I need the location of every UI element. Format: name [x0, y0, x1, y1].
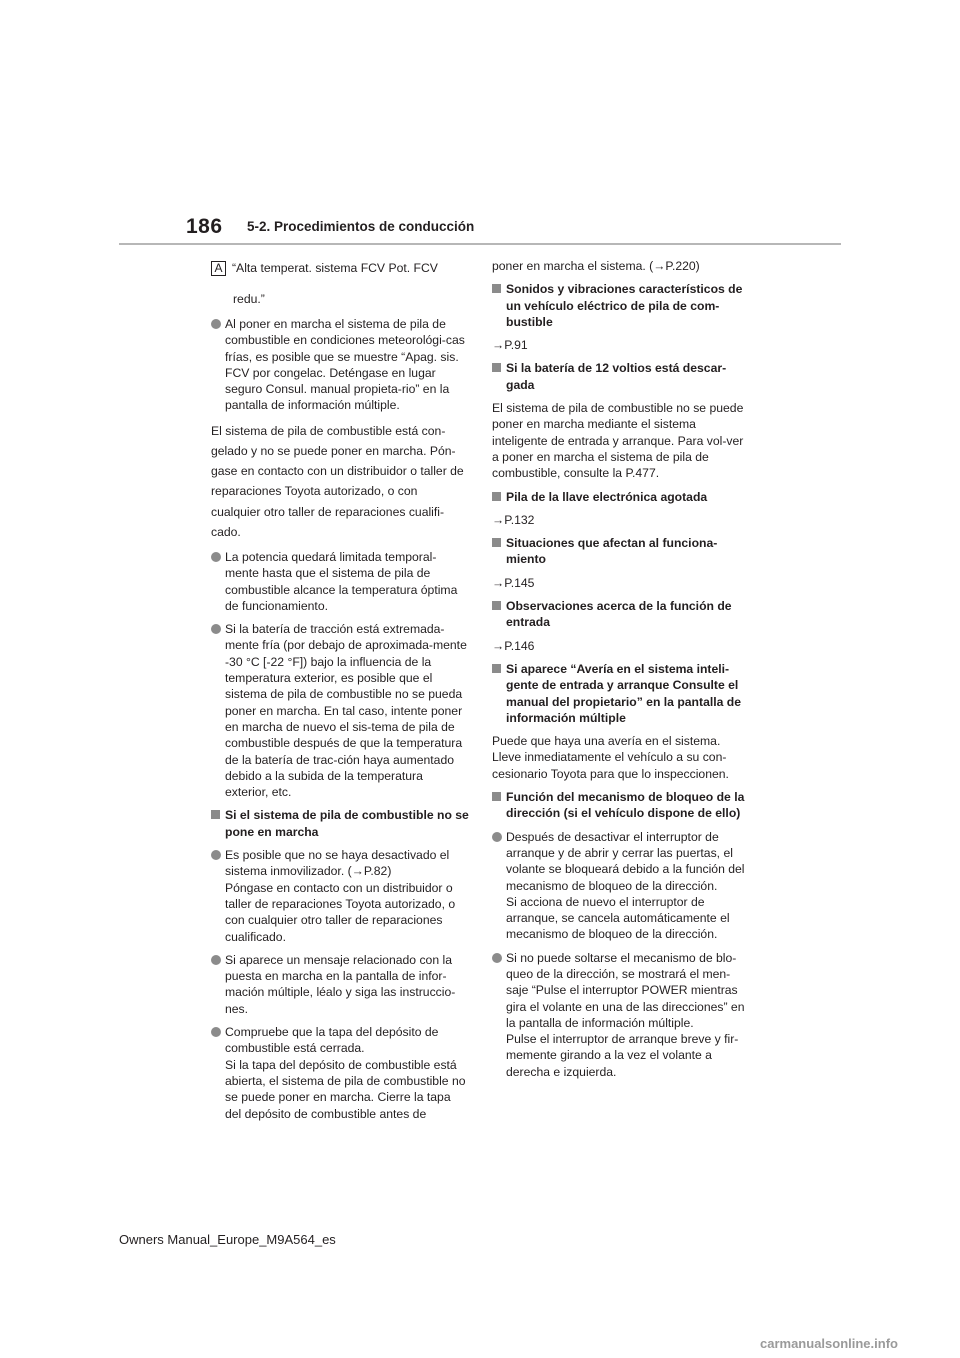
bullet-cold-battery — [211, 621, 469, 800]
heading-square-icon — [492, 284, 501, 293]
bullet-dot-icon — [211, 1027, 221, 1037]
heading-text: Sonidos y vibraciones característicos de un vehículo eléctrico de pila de com-bustible — [506, 282, 743, 329]
callout-a — [211, 258, 469, 309]
heading-text: Observaciones acerca de la función de entrada — [506, 599, 732, 630]
bullet-dot-icon — [211, 850, 221, 860]
heading-sounds — [492, 281, 750, 330]
page-reference: →P.146 — [492, 638, 535, 653]
heading-malfunction — [492, 661, 750, 726]
bullet-cold-start — [211, 316, 469, 414]
heading-key-battery — [492, 489, 750, 505]
bullet-dot-icon — [211, 955, 221, 965]
bullet-steering-release — [492, 950, 750, 1080]
bullet-dot-icon — [211, 552, 221, 562]
bullet-text: Si la batería de tracción está extremada-mente fría (por debajo de aproximada-mente -30 °C [-22 °F]) bajo la influencia de la temperatura exterior, es posible que el sistema de pila de combustible no se pueda poner en marcha. En tal caso, intente poner en marcha de nuevo el sis-tema de pila de combustible después de que la temperatura de la batería de trac-ción haya aumentado debido a la subida de la temperatura exterior, etc. — [225, 622, 467, 800]
heading-text: Si el sistema de pila de combustible no se pone en marcha — [225, 808, 469, 839]
bullet-text: Si acciona de nuevo el interruptor de arranque, se cancela automáticamente el mecanismo de bloqueo de la dirección. — [506, 894, 730, 942]
heading-entry-notes — [492, 598, 750, 631]
heading-square-icon — [492, 538, 501, 547]
bullet-dot-icon — [211, 624, 221, 634]
paragraph-malfunction: Puede que haya una avería en el sistema. Lleve inmediatamente el vehículo a su con-cesionario Toyota para que lo inspeccionen. — [492, 734, 729, 781]
bullet-text: Al poner en marcha el sistema de pila de combustible en condiciones meteorológi-cas frías, es posible que se muestre “Apag. sis. FCV por congelac. Deténgase en lugar seguro Consul. manual propieta-rio” en la pantalla de información múltiple. — [225, 317, 465, 413]
heading-square-icon — [492, 363, 501, 372]
left-column — [211, 258, 469, 1129]
right-column — [492, 258, 750, 1087]
heading-no-start — [211, 807, 469, 840]
heading-text: Situaciones que afectan al funciona-miento — [506, 536, 718, 567]
bullet-dot-icon — [492, 832, 502, 842]
callout-line-2: redu.” — [233, 291, 265, 306]
bullet-dot-icon — [211, 319, 221, 329]
bullet-text: Después de desactivar el interruptor de arranque y de abrir y cerrar las puertas, el volante se bloqueará debido a la función del mecanismo de bloqueo de la dirección. — [506, 829, 745, 893]
callout-marker: A — [211, 261, 226, 276]
heading-text: Función del mecanismo de bloqueo de la dirección (si el vehículo dispone de ello) — [506, 790, 745, 821]
heading-text: Si la batería de 12 voltios está descar-gada — [506, 361, 727, 392]
heading-situations — [492, 535, 750, 568]
bullet-text: Si la tapa del depósito de combustible está abierta, el sistema de pila de combustible no se puede poner en marcha. Cierre la tapa del depósito de combustible antes de — [225, 1057, 466, 1121]
paragraph-frozen: El sistema de pila de combustible está con-gelado y no se puede poner en marcha. Pón-gase en contacto con un distribuidor o taller de reparaciones Toyota autorizado, o con cualquier otro taller de reparaciones cualifi-cado. — [211, 423, 464, 539]
bullet-text: Compruebe que la tapa del depósito de combustible está cerrada. — [225, 1025, 439, 1056]
heading-square-icon — [492, 664, 501, 673]
bullet-text: Si no puede soltarse el mecanismo de blo-queo de la dirección, se mostrará el men-saje “Pulse el interruptor POWER mientras gira el volante en una de las direcciones” en la pantalla de información múltiple. — [506, 950, 745, 1030]
bullet-message — [211, 952, 469, 1017]
page-reference: →P.91 — [492, 338, 528, 353]
heading-square-icon — [211, 810, 220, 819]
bullet-text: Pulse el interruptor de arranque breve y fir-memente girando a la vez el volante a derecha e izquierda. — [506, 1032, 739, 1079]
heading-12v-battery — [492, 360, 750, 393]
header-divider — [119, 243, 841, 245]
heading-square-icon — [492, 601, 501, 610]
bullet-immobilizer — [211, 847, 469, 945]
page-reference: →P.145 — [492, 575, 535, 590]
page-number: 186 — [186, 215, 223, 238]
heading-text: Pila de la llave electrónica agotada — [506, 489, 708, 504]
footer-manual-id: Owners Manual_Europe_M9A564_es — [119, 1232, 336, 1247]
heading-square-icon — [492, 492, 501, 501]
continuation-text: poner en marcha el sistema. (→P.220) — [492, 259, 700, 273]
callout-line-1: “Alta temperat. sistema FCV Pot. FCV — [232, 261, 438, 275]
bullet-dot-icon — [492, 953, 502, 963]
heading-square-icon — [492, 792, 501, 801]
bullet-steering-lock — [492, 829, 750, 943]
bullet-text: Si aparece un mensaje relacionado con la puesta en marcha en la pantalla de infor-mación múltiple, léalo y siga las instruccio-nes. — [225, 952, 456, 1016]
bullet-fuel-lid — [211, 1024, 469, 1122]
bullet-text: Póngase en contacto con un distribuidor o taller de reparaciones Toyota autorizado, o con cualquier otro taller de reparaciones cualificado. — [225, 880, 456, 944]
page-reference: →P.132 — [492, 512, 535, 527]
paragraph-12v-battery: El sistema de pila de combustible no se puede poner en marcha mediante el sistema inteligente de entrada y arranque. Para vol-ver a poner en marcha el sistema de pila de combustible, consulte la P.477. — [492, 401, 744, 481]
heading-text: Si aparece “Avería en el sistema inteli-gente de entrada y arranque Consulte el manual del propietario” en la pantalla de información múltiple — [506, 661, 742, 725]
bullet-text: Es posible que no se haya desactivado el sistema inmovilizador. (→P.82) — [225, 848, 450, 879]
section-title: 5-2. Procedimientos de conducción — [247, 219, 475, 234]
watermark: carmanualsonline.info — [760, 1336, 898, 1351]
bullet-text: La potencia quedará limitada temporal-mente hasta que el sistema de pila de combustible alcance la temperatura óptima de funcionamiento. — [225, 550, 458, 613]
bullet-power-limited — [211, 549, 469, 614]
heading-steering-lock — [492, 789, 750, 822]
